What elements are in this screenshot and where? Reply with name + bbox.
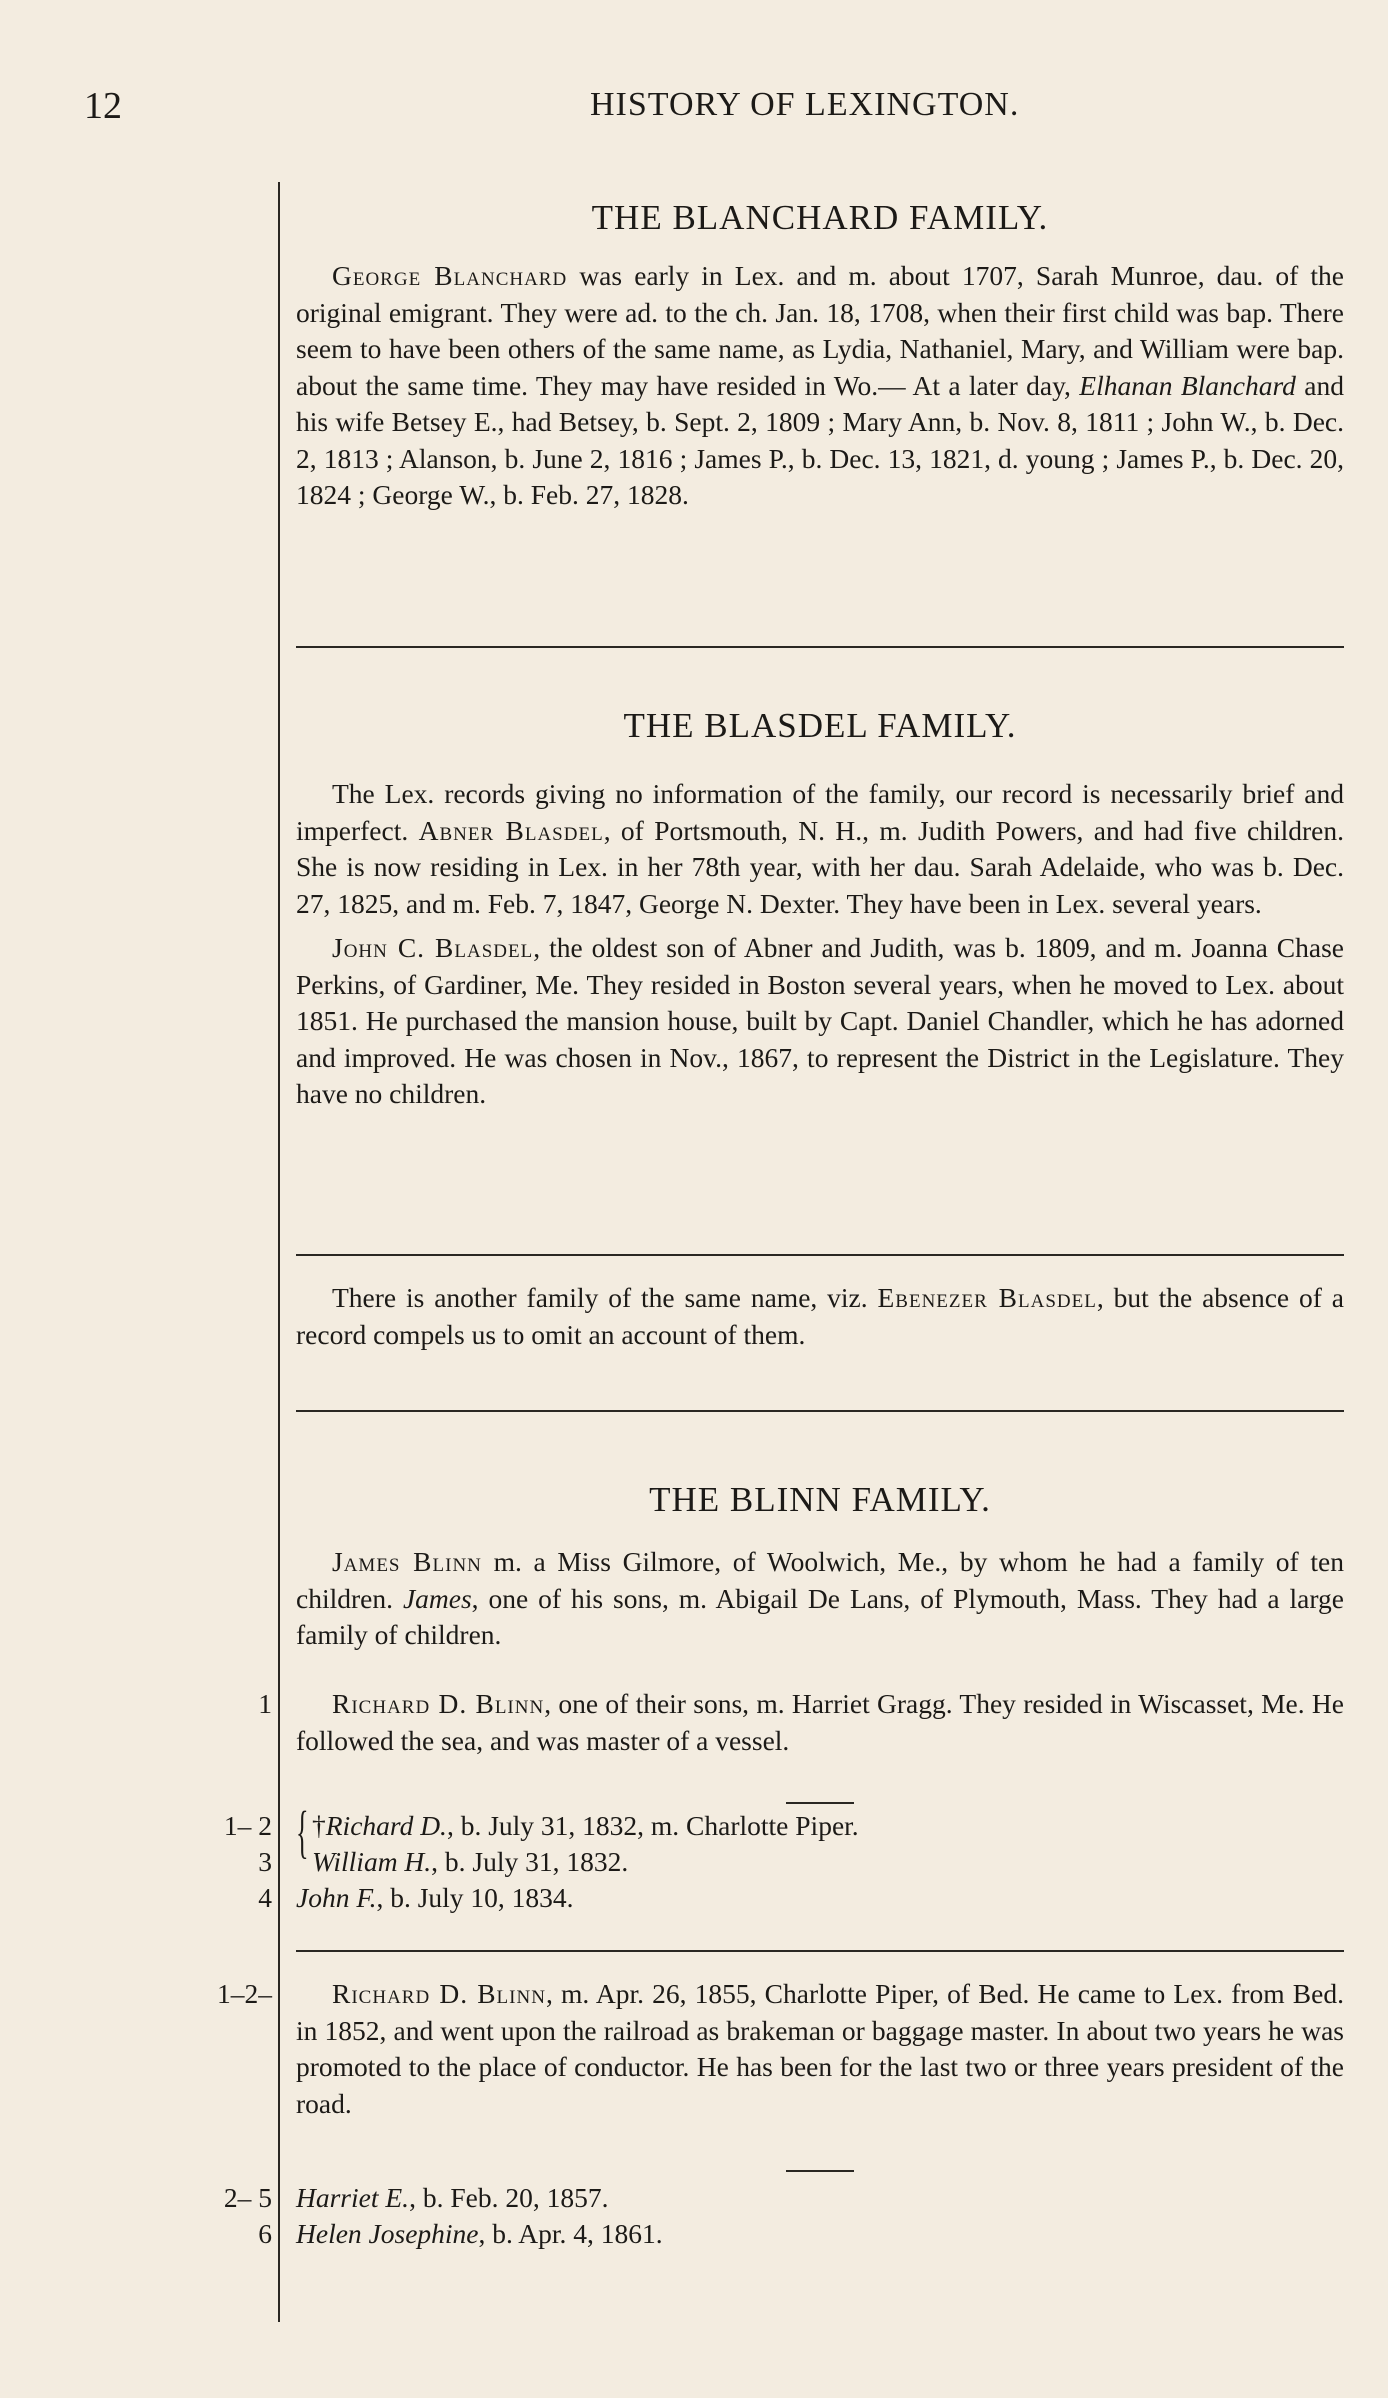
- paragraph-text: There is another family of the same name, viz.: [332, 1282, 878, 1313]
- paragraph: [296, 258, 1344, 514]
- paragraph-text: was early in Lex. and m. about 1707, Sarah Munroe, dau. of the original emigrant. They were ad. to the ch. Jan. 18, 1708, when their first child was bap. There seem to have been others of the same name, as Lydia, Nathaniel, Mary, and William were bap. about the same time. They may have resided in Wo.— At a later day,: [296, 260, 1344, 401]
- paragraph: [296, 1280, 1344, 1353]
- twins-brace: {: [296, 1799, 309, 1864]
- section-body-blinn: [296, 1544, 1344, 1654]
- child-entry: [296, 1880, 1344, 1917]
- short-divider: [786, 2170, 854, 2172]
- entry-richard-blinn-sr: [296, 1686, 1344, 1759]
- child-entry: [312, 1844, 1360, 1881]
- paragraph-text: , of Portsmouth, N. H., m. Judith Powers, and had five children. She is now residing in Lex. in her 78th year, with her dau. Sarah Adelaide, who was b. Dec. 27, 1825, and m. Feb. 7, 1847, George N. Dexter. They have been in Lex. several years.: [296, 814, 1345, 919]
- child-text: , b. July 10, 1834.: [376, 1882, 574, 1913]
- paragraph-text: and his wife Betsey E., had Betsey, b. Sept. 2, 1809 ; Mary Ann, b. Nov. 8, 1811 ; John W., b. Dec. 2, 1813 ; Alanson, b. June 2, 1816 ; James P., b. Dec. 13, 1821, d. young ; James P., b. Dec. 20, 1824 ; George W., b. Feb. 27, 1828.: [296, 369, 1345, 510]
- person-name-italic: Elhanan Blanchard: [1079, 369, 1296, 401]
- section-note-blasdel: [296, 1280, 1344, 1353]
- person-name: Ebenezer Blasdel: [877, 1282, 1097, 1313]
- person-name: Richard D. Blinn: [332, 1688, 545, 1719]
- person-name: Richard D. Blinn: [332, 1978, 546, 2009]
- child-text: , b. Feb. 20, 1857.: [409, 2182, 609, 2213]
- section-divider: [296, 1410, 1344, 1412]
- paragraph-text: , m. Apr. 26, 1855, Charlotte Piper, of Bed. He came to Lex. from Bed. in 1852, and went upon the railroad as brakeman or baggage master. In about two years he was promoted to the place of conductor. He has been for the last two or three years president of the road.: [296, 1978, 1344, 2119]
- person-name: George Blanchard: [332, 260, 568, 291]
- child-entry: [312, 1808, 1360, 1845]
- margin-rule: [278, 182, 280, 2322]
- child-text: , b. Apr. 4, 1861.: [478, 2218, 663, 2249]
- paragraph-text: , but the absence of a record compels us to omit an account of them.: [296, 1282, 1344, 1350]
- person-name: James Blinn: [332, 1546, 482, 1577]
- genealogy-number: 3: [258, 1846, 272, 1877]
- section-title-blasdel: THE BLASDEL FAMILY.: [623, 706, 1017, 745]
- child-entry: [296, 2180, 1344, 2217]
- child-entry: [296, 2216, 1344, 2253]
- genealogy-number: 6: [258, 2218, 272, 2249]
- paragraph: [296, 1686, 1344, 1759]
- paragraph: [296, 1976, 1344, 2122]
- genealogy-number: 1– 2: [223, 1810, 272, 1841]
- child-name: John F.: [296, 1882, 377, 1913]
- heir-mark: †: [312, 1810, 326, 1841]
- section-body-blanchard: [296, 258, 1344, 514]
- section-title-blinn: THE BLINN FAMILY.: [649, 1480, 991, 1519]
- paragraph-text: , one of his sons, m. Abigail De Lans, of Plymouth, Mass. They had a large family of children.: [296, 1582, 1344, 1650]
- paragraph: [296, 1544, 1344, 1654]
- child-text: , b. July 31, 1832.: [431, 1846, 629, 1877]
- person-name-italic: James: [402, 1582, 472, 1614]
- child-name: Harriet E.: [296, 2182, 410, 2213]
- genealogy-number: 1: [258, 1688, 272, 1719]
- section-body-blasdel: [296, 776, 1344, 1113]
- child-name: Richard D.: [325, 1810, 447, 1841]
- person-name: Abner Blasdel: [418, 814, 604, 846]
- section-title-blanchard: THE BLANCHARD FAMILY.: [591, 198, 1049, 237]
- page-number: 12: [84, 85, 122, 127]
- paragraph-text: m. a Miss Gilmore, of Woolwich, Me., by whom he had a family of ten children.: [296, 1546, 1344, 1614]
- short-divider: [786, 1802, 854, 1804]
- running-head: HISTORY OF LEXINGTON.: [590, 86, 1020, 123]
- child-name: Helen Josephine: [296, 2218, 479, 2249]
- child-text: , b. July 31, 1832, m. Charlotte Piper.: [446, 1810, 859, 1841]
- paragraph-text: , the oldest son of Abner and Judith, was b. 1809, and m. Joanna Chase Perkins, of Gardiner, Me. They resided in Boston several years, when he moved to Lex. about 1851. He purchased the mansion house, built by Capt. Daniel Chandler, which he has adorned and improved. He was chosen in Nov., 1867, to represent the District in the Legislature. They have no children.: [296, 932, 1344, 1109]
- section-divider: [296, 646, 1344, 648]
- section-divider: [296, 1950, 1344, 1952]
- page-header: [0, 84, 1388, 144]
- section-divider: [296, 1254, 1344, 1256]
- paragraph-text: , one of their sons, m. Harriet Gragg. They resided in Wiscasset, Me. He followed the sea, and was master of a vessel.: [296, 1688, 1344, 1756]
- genealogy-number: 2– 5: [223, 2182, 272, 2213]
- paragraph: [296, 930, 1344, 1113]
- paragraph-text: The Lex. records giving no information of the family, our record is necessarily brief and imperfect.: [296, 778, 1344, 846]
- person-name: John C. Blasdel: [332, 932, 534, 963]
- paragraph: [296, 776, 1344, 922]
- entry-richard-blinn-jr: [296, 1976, 1344, 2122]
- genealogy-number: 4: [258, 1882, 272, 1913]
- child-name: William H.: [312, 1846, 432, 1877]
- genealogy-number: 1–2–: [217, 1978, 272, 2009]
